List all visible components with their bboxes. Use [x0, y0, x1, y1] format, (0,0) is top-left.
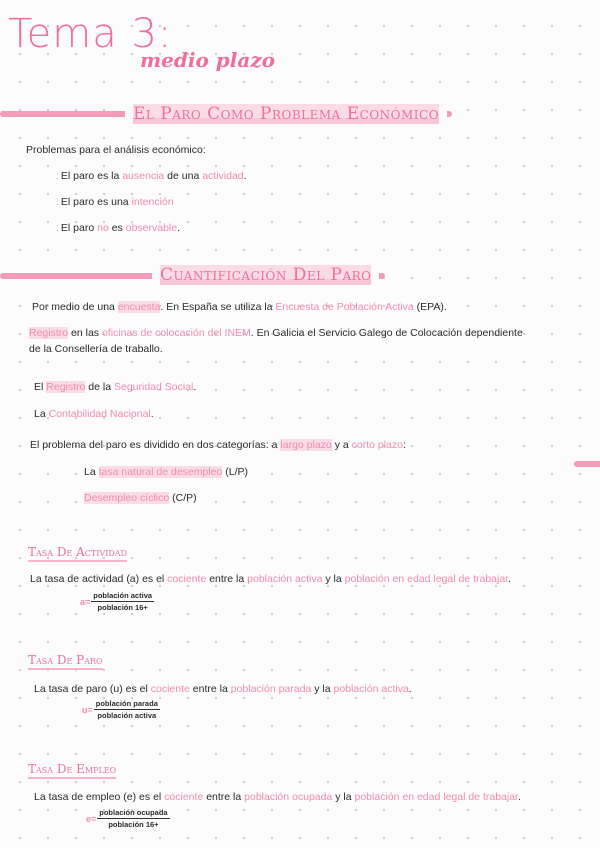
section-heading-text: El Paro Como Problema Económico: [133, 104, 440, 124]
paragraph: La Contabilidad Nacional.: [34, 408, 154, 420]
subsection-heading: Tasa De Empleo: [28, 762, 116, 779]
page-title: Tema 3:: [8, 11, 173, 57]
list-item: : El paro es la ausencia de una actividad.: [56, 170, 247, 182]
page-subtitle: medio plazo: [140, 48, 276, 72]
bullet-icon: :: [56, 196, 59, 208]
formula: a= $\frac{\text{población activa}}{\text{población 16+}}$: [80, 591, 153, 612]
paragraph: Desempleo cíclico (C/P): [84, 492, 197, 504]
bullet-icon: :: [56, 222, 59, 234]
paragraph: La tasa de paro (u) es el cociente entre la población parada y la población activa.: [34, 683, 412, 695]
formula: e= $\frac{\text{población ocupada}}{\text{población 16+}}$: [86, 808, 168, 829]
bullet-icon: :: [56, 170, 59, 182]
list-item: : El paro es una intención: [56, 196, 174, 208]
section-heading: [152, 265, 379, 285]
section-heading-text: Cuantificación Del Paro: [160, 265, 372, 285]
paragraph: La tasa natural de desempleo (L/P): [84, 466, 249, 478]
paragraph: La tasa de actividad (a) es el cociente entre la población activa y la población en edad legal de trabajar.: [30, 573, 512, 585]
paragraph: El Registro de la Seguridad Social.: [34, 381, 197, 393]
intro-text: Problemas para el análisis económico:: [26, 144, 206, 156]
section-heading: [125, 104, 447, 124]
list-item: : El paro no es observable.: [56, 222, 181, 234]
subsection-heading: Tasa De Actividad: [28, 545, 127, 562]
subsection-heading: Tasa De Paro: [28, 653, 103, 670]
paragraph: El problema del paro es dividido en dos categorías: a largo plazo y a corto plazo:: [30, 439, 406, 451]
side-tab-decoration: [574, 461, 600, 467]
paragraph: de la Consellería de traballo.: [29, 343, 163, 355]
paragraph: Registro en las oficinas de colocación del INEM. En Galicia el Servicio Galego de Colocación dependiente: [29, 327, 523, 339]
paragraph: Por medio de una encuesta. En España se utiliza la Encuesta de Población Activa (EPA).: [32, 301, 447, 313]
formula: u= $\frac{\text{población parada}}{\text{población activa}}$: [82, 699, 158, 720]
paragraph: La tasa de empleo (e) es el cociente entre la población ocupada y la población en edad legal de trabajar.: [34, 791, 521, 803]
